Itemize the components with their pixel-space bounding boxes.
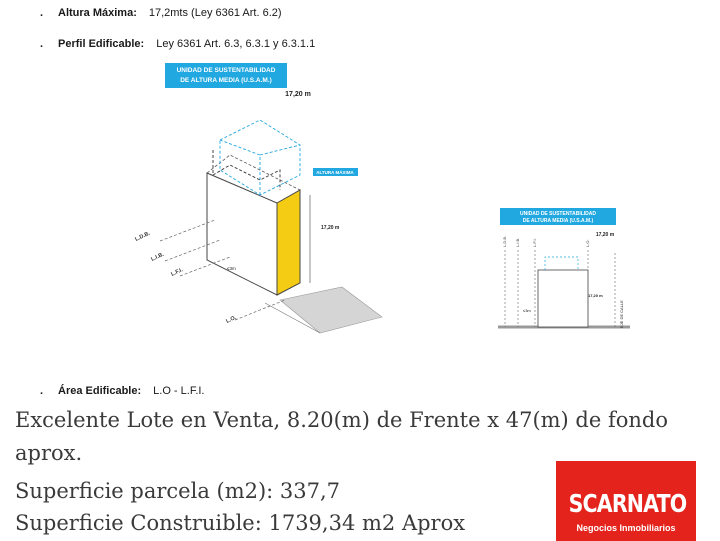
tag-text: ALTURA MÁXIMA [316,170,354,175]
bullet-label: Altura Máxima: [58,7,137,19]
bullet-area-edificable [40,385,205,397]
scarnato-logo [556,461,696,541]
sidewalk [280,287,382,333]
banner-line2: DE ALTURA MEDIA (U.S.A.M.) [180,77,272,84]
building-yellow-side [277,190,300,295]
bullet-perfil-edificable [40,38,315,50]
bullet-label: Perfil Edificable: [58,38,145,50]
bullet-dot: . [40,7,44,19]
line-label-lib: L.I.B. [150,251,166,263]
banner-line1: UNIDAD DE SUSTENTABILIDAD [176,67,276,74]
building-front [207,173,277,295]
line-label-lfi: L.F.I. [170,267,184,278]
bullet-value: Ley 6361 Art. 6.3, 6.3.1 y 6.3.1.1 [156,38,316,50]
line-label-ldb: L.D.B. [134,230,152,243]
r-dim-side: 17,20 m [588,293,603,298]
logo-tagline: Negocios Inmobiliarios [576,523,676,533]
section-building [538,270,588,327]
r-line-lo: L.O. [585,239,590,247]
isometric-building-diagram [120,55,420,345]
description-line: aprox. [15,441,83,465]
bullet-altura-maxima [40,7,282,19]
description-line: Excelente Lote en Venta, 8.20(m) de Frente x 47(m) de fondo [15,408,668,432]
line-label-lo: L.O. [225,314,238,325]
banner-line1-small: UNIDAD DE SUSTENTABILIDAD [519,211,597,217]
dim-base-label: ≤3m [227,266,236,271]
height-label: 17,20 m [285,91,311,98]
banner-line2-small: DE ALTURA MEDIA (U.S.A.M.) [522,218,594,224]
bullet-value: 17,2mts (Ley 6361 Art. 6.2) [148,7,282,19]
bullet-value: L.O - L.F.I. [153,385,205,397]
bullet-label: Área Edificable: [58,385,142,397]
height-label-small: 17,20 m [595,232,615,238]
bullet-dot: . [40,38,44,50]
section-diagram [490,205,640,335]
description-line: Superficie parcela (m2): 337,7 [15,479,341,503]
r-line-ldb: L.D.B. [502,235,507,247]
r-dim-base: ≤3m [523,308,531,313]
r-axis-label: EJE DE CALLE [619,300,624,328]
r-line-lfi: L.F.I. [532,238,537,247]
description-line: Superficie Construible: 1739,34 m2 Aprox [15,511,466,535]
dim-side-label: 17,20 m [321,225,340,231]
logo-brand: SCARNATO [568,489,687,518]
r-line-lib: L.I.B. [515,237,520,247]
bullet-dot: . [40,385,44,397]
